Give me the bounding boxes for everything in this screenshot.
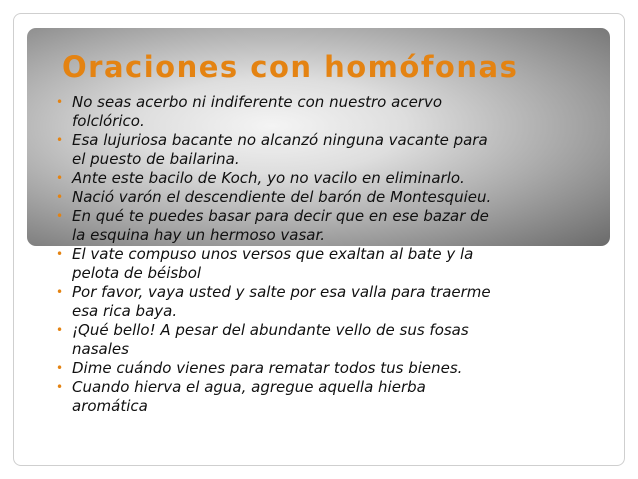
bullet-item bbox=[56, 321, 608, 359]
bullet-text-continued: aromática bbox=[72, 397, 148, 415]
bullet-text: Esa lujuriosa bacante no alcanzó ninguna vacante para bbox=[72, 131, 488, 149]
bullet-list bbox=[56, 93, 608, 416]
bullet-marker: • bbox=[56, 247, 64, 261]
bullet-text: Nació varón el descendiente del barón de Montesquieu. bbox=[72, 188, 492, 206]
slide-title: Oraciones con homófonas bbox=[62, 50, 519, 84]
bullet-item bbox=[56, 207, 608, 245]
bullet-item bbox=[56, 93, 608, 131]
bullet-marker: • bbox=[56, 380, 64, 394]
bullet-item bbox=[56, 131, 608, 169]
bullet-text: ¡Qué bello! A pesar del abundante vello de sus fosas bbox=[72, 321, 469, 339]
bullet-marker: • bbox=[56, 285, 64, 299]
bullet-text: Ante este bacilo de Koch, yo no vacilo en eliminarlo. bbox=[72, 169, 465, 187]
bullet-text: Por favor, vaya usted y salte por esa valla para traerme bbox=[72, 283, 491, 301]
bullet-marker: • bbox=[56, 190, 64, 204]
bullet-item bbox=[56, 169, 608, 188]
bullet-text: En qué te puedes basar para decir que en ese bazar de bbox=[72, 207, 489, 225]
bullet-marker: • bbox=[56, 209, 64, 223]
bullet-marker: • bbox=[56, 323, 64, 337]
bullet-text-continued: pelota de béisbol bbox=[72, 264, 202, 282]
bullet-text: El vate compuso unos versos que exaltan al bate y la bbox=[72, 245, 474, 263]
bullet-item bbox=[56, 359, 608, 378]
bullet-marker: • bbox=[56, 171, 64, 185]
bullet-item bbox=[56, 245, 608, 283]
bullet-text-continued: nasales bbox=[72, 340, 129, 358]
bullet-item bbox=[56, 378, 608, 416]
bullet-item bbox=[56, 283, 608, 321]
bullet-text: Dime cuándo vienes para rematar todos tus bienes. bbox=[72, 359, 463, 377]
bullet-text-continued: el puesto de bailarina. bbox=[72, 150, 240, 168]
bullet-marker: • bbox=[56, 361, 64, 375]
bullet-text: No seas acerbo ni indiferente con nuestro acervo bbox=[72, 93, 443, 111]
bullet-text: Cuando hierva el agua, agregue aquella hierba bbox=[72, 378, 426, 396]
bullet-text-continued: esa rica baya. bbox=[72, 302, 178, 320]
bullet-marker: • bbox=[56, 95, 64, 109]
bullet-item bbox=[56, 188, 608, 207]
bullet-text-continued: la esquina hay un hermoso vasar. bbox=[72, 226, 326, 244]
bullet-marker: • bbox=[56, 133, 64, 147]
bullet-text-continued: folclórico. bbox=[72, 112, 145, 130]
